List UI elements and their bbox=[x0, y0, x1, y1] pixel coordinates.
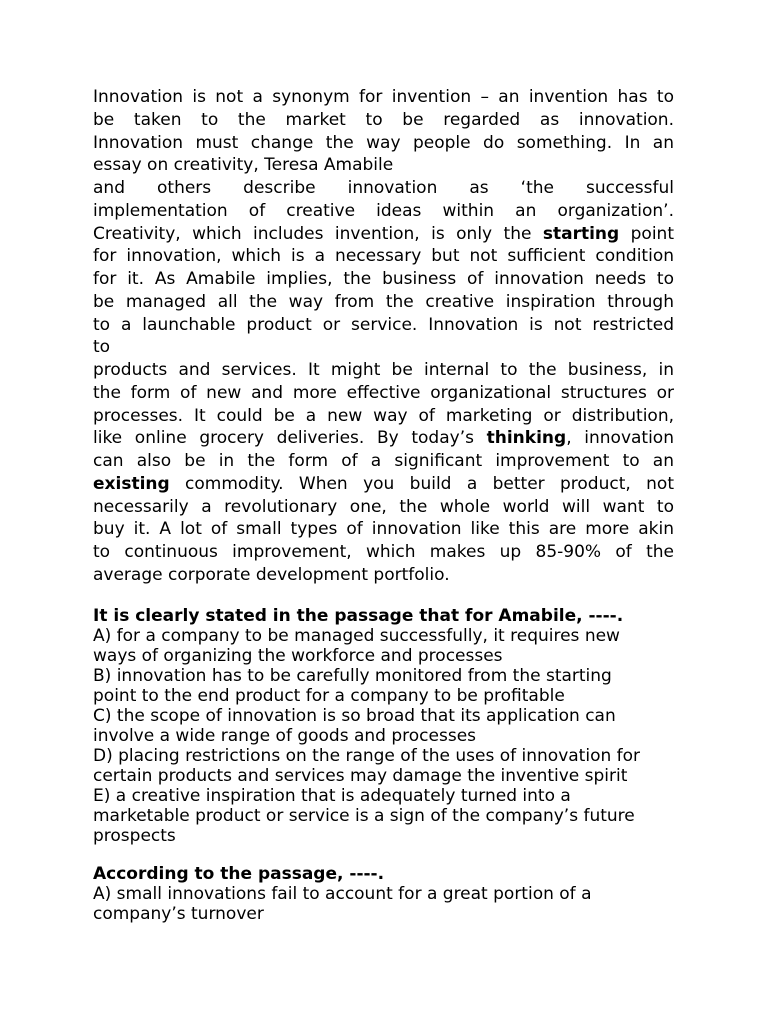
passage-line: to bbox=[93, 337, 111, 358]
passage-line: essay on creativity, Teresa Amabile bbox=[93, 155, 394, 176]
passage-line: implementation of creative ideas within an organization’. bbox=[93, 200, 674, 221]
passage-line: the form of new and more effective organizational structures or bbox=[93, 382, 674, 403]
passage-line: average corporate development portfolio. bbox=[93, 564, 450, 585]
option-line: point to the end product for a company to be profitable bbox=[93, 686, 565, 706]
passage-line: can also be in the form of a significant improvement to an bbox=[93, 451, 674, 471]
option-line: B) innovation has to be carefully monitored from the starting bbox=[93, 666, 612, 686]
option-line: certain products and services may damage the inventive spirit bbox=[93, 766, 628, 786]
passage-line: existing commodity. When you build a better product, not bbox=[93, 473, 674, 494]
passage-line: Innovation must change the way people do something. In an bbox=[93, 132, 674, 153]
option-line: company’s turnover bbox=[93, 904, 264, 924]
question-2 bbox=[93, 864, 693, 924]
emphasis-word: thinking bbox=[486, 428, 567, 449]
passage-line: be managed all the way from the creative inspiration through bbox=[93, 291, 674, 312]
option-line: D) placing restrictions on the range of the uses of innovation for bbox=[93, 746, 641, 766]
option-line: A) small innovations fail to account for a great portion of a bbox=[93, 884, 592, 904]
option-line: A) for a company to be managed successfully, it requires new bbox=[93, 626, 620, 646]
passage-line: necessarily a revolutionary one, the whole world will want to bbox=[93, 496, 674, 517]
emphasis-word: starting bbox=[542, 223, 620, 244]
passage-line: for it. As Amabile implies, the business of innovation needs to bbox=[93, 269, 674, 289]
passage-line: products and services. It might be internal to the business, in bbox=[93, 360, 674, 380]
option-line: involve a wide range of goods and processes bbox=[93, 726, 477, 746]
answer-options bbox=[93, 884, 693, 924]
passage-line: and others describe innovation as ‘the successful bbox=[93, 178, 674, 198]
answer-options bbox=[93, 626, 693, 846]
passage-line: Innovation is not a synonym for invention – an invention has to bbox=[93, 87, 674, 107]
question-stem: According to the passage, ----. bbox=[93, 864, 385, 884]
question-stem: It is clearly stated in the passage that for Amabile, ----. bbox=[93, 606, 624, 626]
option-line: C) the scope of innovation is so broad that its application can bbox=[93, 706, 616, 726]
reading-passage bbox=[93, 86, 674, 587]
passage-line: to a launchable product or service. Innovation is not restricted bbox=[93, 314, 674, 335]
passage-line: for innovation, which is a necessary but not sufficient condition bbox=[93, 246, 674, 267]
passage-line: Creativity, which includes invention, is only the starting point bbox=[93, 223, 674, 244]
option-line: marketable product or service is a sign of the company’s future bbox=[93, 806, 635, 826]
passage-line: buy it. A lot of small types of innovation like this are more akin bbox=[93, 519, 674, 540]
passage-line: to continuous improvement, which makes up 85-90% of the bbox=[93, 542, 674, 562]
option-line: prospects bbox=[93, 826, 176, 846]
option-line: ways of organizing the workforce and processes bbox=[93, 646, 503, 666]
question-1 bbox=[93, 606, 693, 846]
passage-line: like online grocery deliveries. By today’s thinking, innovation bbox=[93, 428, 674, 449]
option-line: E) a creative inspiration that is adequately turned into a bbox=[93, 786, 571, 806]
emphasis-word: existing bbox=[93, 473, 170, 494]
passage-line: be taken to the market to be regarded as innovation. bbox=[93, 109, 674, 130]
passage-line: processes. It could be a new way of marketing or distribution, bbox=[93, 405, 674, 426]
